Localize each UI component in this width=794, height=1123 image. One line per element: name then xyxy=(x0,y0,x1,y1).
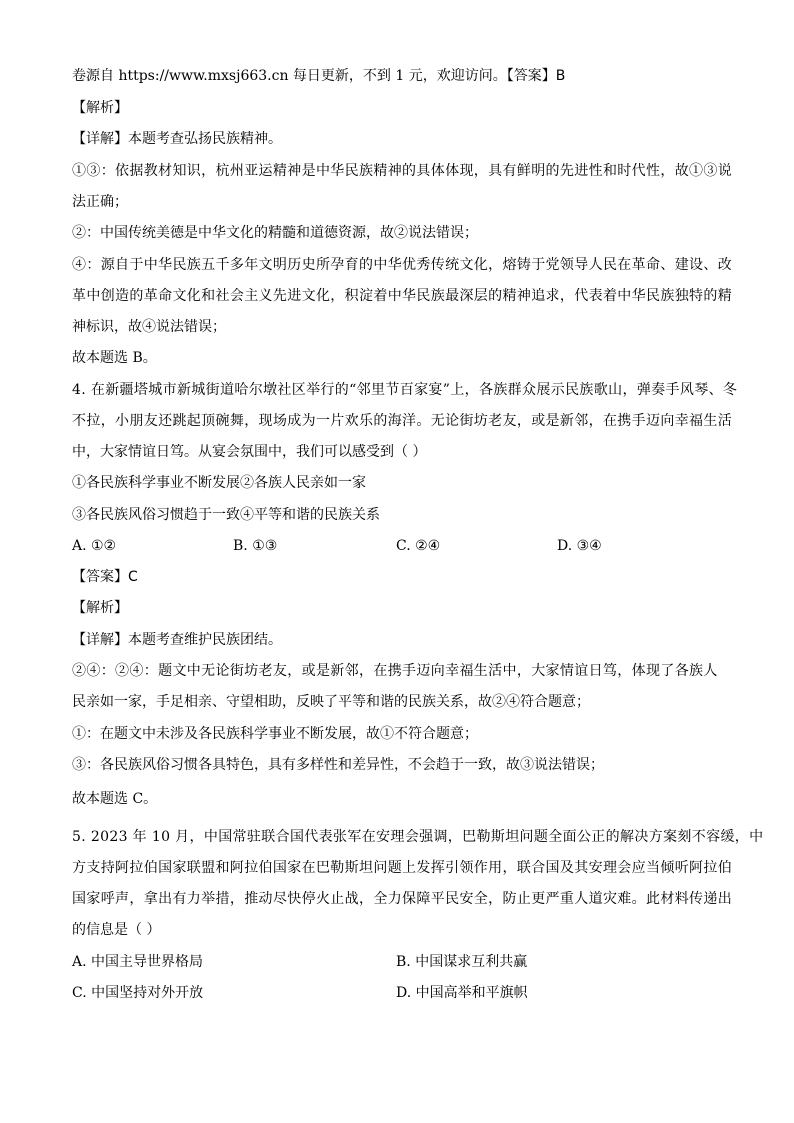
q5-option-d: D. 中国高举和平旗帜 xyxy=(396,985,528,1001)
q4-para-3: ③：各民族风俗习惯各具特色，具有多样性和差异性，不会趋于一致，故③说法错误； xyxy=(72,757,604,773)
q5-stem-3: 国家呼声，拿出有力举措，推动尽快停火止战，全力保障平民安全，防止更严重人道灾难。此材料传递出 xyxy=(72,891,733,907)
q4-stem-3: 中，大家情谊日笃。从宴会氛围中，我们可以感受到（ ） xyxy=(72,444,427,460)
q4-item-2: ③各民族风俗习惯趋于一致④平等和谐的民族关系 xyxy=(72,507,380,523)
q3-para-3c: 神标识，故④说法错误； xyxy=(72,319,226,335)
q4-conclusion: 故本题选 C。 xyxy=(72,791,158,807)
q5-stem-2: 方支持阿拉伯国家联盟和阿拉伯国家在巴勒斯坦问题上发挥引领作用，联合国及其安理会应当倾听阿拉伯 xyxy=(72,860,733,876)
q4-option-b: B. ①③ xyxy=(233,538,278,554)
q4-option-c: C. ②④ xyxy=(396,538,441,554)
q3-para-1a: ①③：依据教材知识，杭州亚运精神是中华民族精神的具体体现，具有鲜明的先进性和时代性，故①③说 xyxy=(72,163,733,179)
q3-analysis-label: 【解析】 xyxy=(72,100,128,116)
q3-answer: 【答案】B xyxy=(506,68,566,84)
q4-stem-1: 4. 在新疆塔城市新城街道哈尔墩社区举行的“邻里节百家宴”上，各族群众展示民族歌山，弹奏手风琴、冬 xyxy=(72,382,738,398)
q4-analysis-label: 【解析】 xyxy=(72,600,128,616)
q3-detail: 【详解】本题考查弘扬民族精神。 xyxy=(72,131,282,147)
q4-detail: 【详解】本题考查维护民族团结。 xyxy=(72,632,282,648)
q4-para-1b: 民亲如一家，手足相亲、守望相助，反映了平等和谐的民族关系，故②④符合题意； xyxy=(72,694,590,710)
q5-stem-1: 5. 2023 年 10 月，中国常驻联合国代表张军在安理会强调，巴勒斯坦问题全面公正的解决方案刻不容缓，中 xyxy=(72,829,764,845)
q3-conclusion: 故本题选 B。 xyxy=(72,350,157,366)
q4-option-a: A. ①② xyxy=(72,538,117,554)
q4-option-d: D. ③④ xyxy=(557,538,602,554)
q4-answer: 【答案】C xyxy=(72,569,138,585)
q3-para-1b: 法正确； xyxy=(72,194,128,210)
q5-option-a: A. 中国主导世界格局 xyxy=(72,954,204,970)
q3-para-2: ②：中国传统美德是中华文化的精髓和道德资源，故②说法错误； xyxy=(72,225,478,241)
q4-para-2: ①：在题文中未涉及各民族科学事业不断发展，故①不符合题意； xyxy=(72,726,478,742)
source-line xyxy=(72,66,724,86)
q4-para-1a: ②④：②④：题文中无论街坊老友，或是新邻，在携手迈向幸福生活中，大家情谊日笃，体现了各族人 xyxy=(72,663,718,679)
q4-item-1: ①各民族科学事业不断发展②各族人民亲如一家 xyxy=(72,475,366,491)
q5-option-b: B. 中国谋求互利共赢 xyxy=(396,954,528,970)
q3-para-3b: 革中创造的革命文化和社会主义先进文化，积淀着中华民族最深层的精神追求，代表着中华民族独特的精 xyxy=(72,288,733,304)
source-note: 卷源自 https://www.mxsj663.cn 每日更新，不到 1 元，欢迎访问。 xyxy=(72,68,507,84)
q5-stem-4: 的信息是（ ） xyxy=(72,922,161,938)
q3-para-3a: ④：源自于中华民族五千多年文明历史所孕育的中华优秀传统文化，熔铸于党领导人民在革命、建设、改 xyxy=(72,257,733,273)
q5-option-c: C. 中国坚持对外开放 xyxy=(72,985,204,1001)
q4-stem-2: 不拉，小朋友还跳起顶碗舞，现场成为一片欢乐的海洋。无论街坊老友，或是新邻，在携手迈向幸福生活 xyxy=(72,413,733,429)
